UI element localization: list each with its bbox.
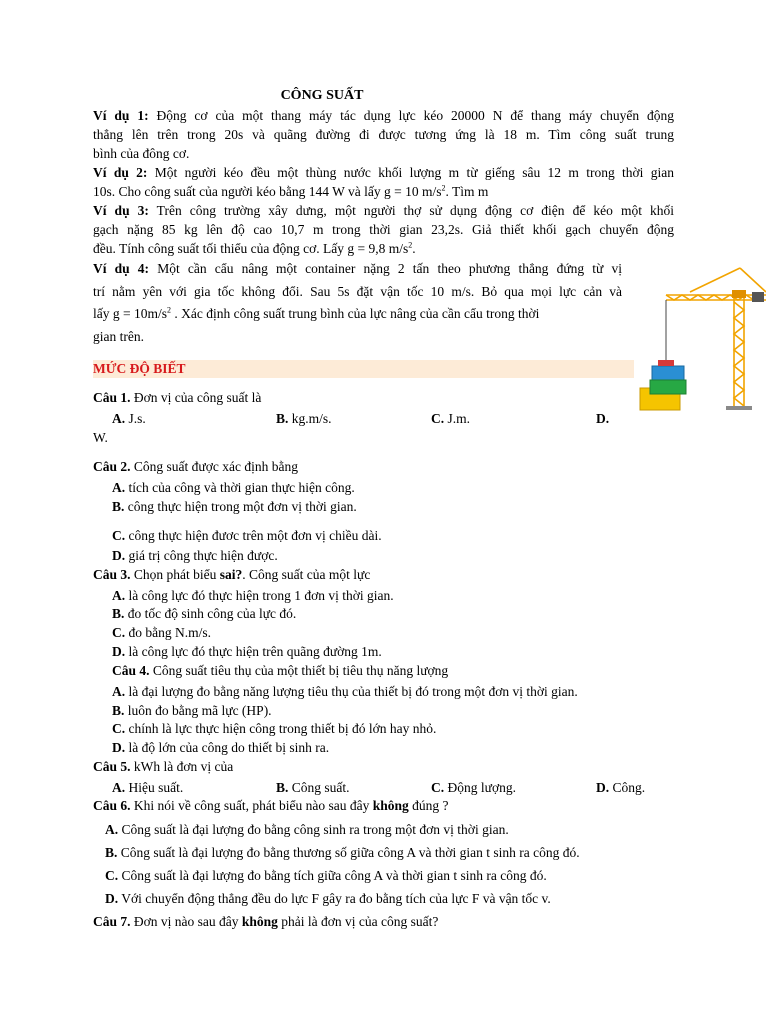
option-a: A. là công lực đó thực hiện trong 1 đơn vị thời gian. xyxy=(112,588,394,603)
option-b: B. Công suất là đại lượng đo bằng thương số giữa công A và thời gian t sinh ra công đó. xyxy=(105,845,580,860)
option-c: C. Công suất là đại lượng đo bằng tích giữa công A và thời gian t sinh ra công đó. xyxy=(105,868,547,883)
container-stack xyxy=(640,360,686,410)
option-d: D. giá trị công thực hiện được. xyxy=(112,548,278,563)
example-label: Ví dụ 3: xyxy=(93,203,149,218)
question-label: Câu 7. xyxy=(93,914,131,929)
example-label: Ví dụ 2: xyxy=(93,165,148,180)
crane-mast xyxy=(734,292,744,408)
question-label: Câu 2. xyxy=(93,459,131,474)
option-c: C. đo bằng N.m/s. xyxy=(112,625,211,640)
question-label: Câu 5. xyxy=(93,759,131,774)
example-label: Ví dụ 4: xyxy=(93,261,150,276)
option-a: A. tích của công và thời gian thực hiện công. xyxy=(112,480,355,495)
option-a: A. J.s. xyxy=(112,411,146,426)
crane-counterweight xyxy=(752,292,764,302)
section-header: MỨC ĐỘ BIẾT xyxy=(93,360,634,378)
option-b: B. công thực hiện trong một đơn vị thời gian. xyxy=(112,499,357,514)
crane-base xyxy=(726,406,752,410)
option-b: B. Công suất. xyxy=(276,780,350,795)
option-b: B. đo tốc độ sinh công của lực đó. xyxy=(112,606,297,621)
option-a: A. Hiệu suất. xyxy=(112,780,184,795)
option-b: B. luôn đo bằng mã lực (HP). xyxy=(112,703,272,718)
question-label: Câu 4. xyxy=(112,663,150,678)
option-c: C. chính là lực thực hiện công trong thiết bị đó lớn hay nhỏ. xyxy=(112,721,437,736)
question-label: Câu 6. xyxy=(93,798,131,813)
crane-jib xyxy=(666,268,766,300)
option-d: D. xyxy=(596,411,610,426)
question-label: Câu 1. xyxy=(93,390,131,405)
option-c: C. Động lượng. xyxy=(431,780,516,795)
option-c: C. công thực hiện đươc trên một đơn vị chiều dài. xyxy=(112,528,382,543)
option-a: A. Công suất là đại lượng đo bằng công sinh ra trong một đơn vị thời gian. xyxy=(105,822,509,837)
option-c: C. J.m. xyxy=(431,411,471,426)
crane-cabin xyxy=(732,290,746,298)
option-d: D. Công. xyxy=(596,780,646,795)
option-a: A. là đại lượng đo bằng năng lượng tiêu thụ của thiết bị đó trong một đơn vị thời gian. xyxy=(112,684,578,699)
option-d-wrap: W. xyxy=(93,430,108,445)
option-d: D. Với chuyển động thẳng đều do lực F gây ra đo bằng tích của lực F và vận tốc v. xyxy=(105,891,551,906)
option-d: D. là công lực đó thực hiện trên quãng đường 1m. xyxy=(112,644,382,659)
question-label: Câu 3. xyxy=(93,567,131,582)
option-b: B. kg.m/s. xyxy=(276,411,332,426)
crane-illustration xyxy=(630,262,766,414)
page-title: CÔNG SUẤT xyxy=(280,88,364,103)
example-label: Ví dụ 1: xyxy=(93,108,149,123)
option-d: D. là độ lớn của công do thiết bị sinh ra. xyxy=(112,740,330,755)
